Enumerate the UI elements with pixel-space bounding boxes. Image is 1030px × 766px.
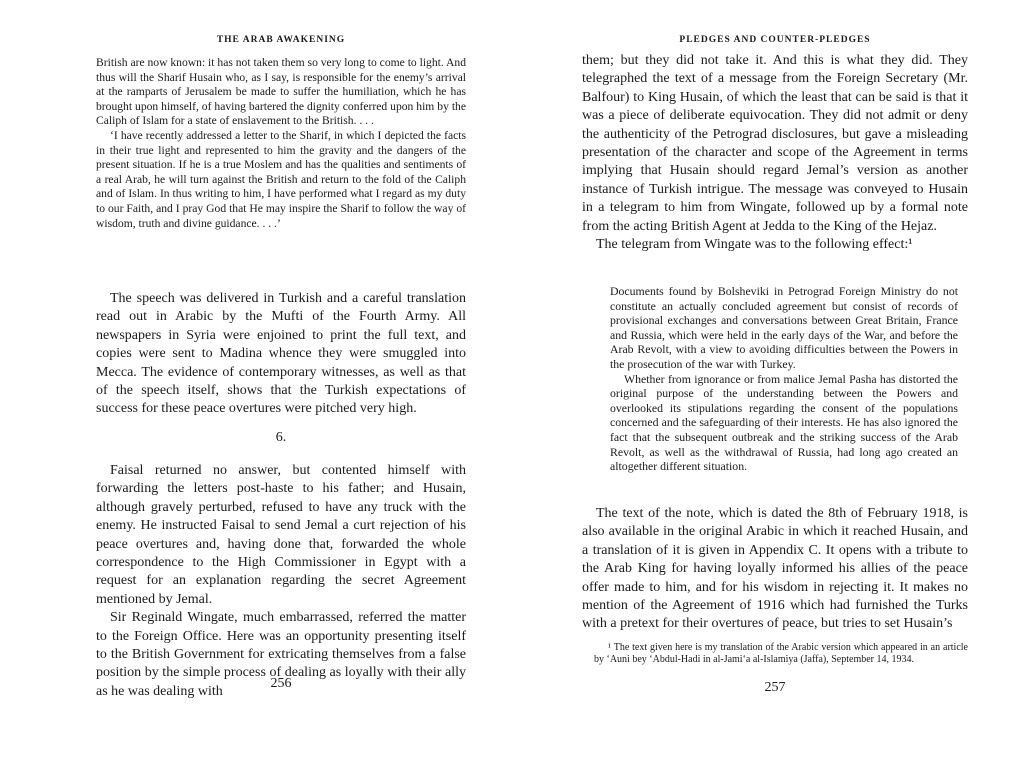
left-page — [96, 0, 466, 766]
right-quote-block — [582, 284, 968, 474]
right-quote-paragraph-2: Whether from ignorance or from malice Jemal Pasha has distorted the original purpose of the understanding between the Powers and overlooked its stipulations regarding the consent of the populations concerned and the safeguarding of their interests. He has also ignored the fact that the subsequent outbreak and the striking success of the Arab Revolt, as well as the withdrawal of Russia, had long ago created an altogether different situation. — [610, 371, 958, 474]
running-head-right: PLEDGES AND COUNTER-PLEDGES — [679, 35, 871, 45]
left-quote-block — [96, 56, 466, 231]
left-quote-paragraph-1: British are now known: it has not taken them so very long to come to light. And thus will the Sharif Husain who, as I say, is responsible for the enemy’s arrival at the ramparts of Jerusalem be made to suffer the humiliation, which he has brought upon himself, of having bartered the dignity conferred upon him by the Caliph of Islam for a state of enslavement to the British. . . . — [96, 56, 466, 128]
right-body-paragraph-3: The text of the note, which is dated the 8th of February 1918, is also available in the original Arabic in which it reached Husain, and a translation of it is given in Appendix C. It opens with a tribute to the Arab King for having loyally informed his allies of the peace offer made to him, and for his wisdom in rejecting it. It makes no mention of the Agreement of 1916 which had furnished the Turks with a pretext for their overtures of peace, but tries to set Husain’s — [582, 506, 968, 632]
right-page — [582, 0, 968, 766]
right-body-text-top — [582, 52, 968, 254]
left-body-paragraph-1: The speech was delivered in Turkish and a careful translation read out in Arabic by the Mufti of the Fourth Army. All newspapers in Syria were enjoined to print the full text, and copies were sent to Madina whence they were smuggled into Mecca. The evidence of contemporary witnesses, as well as that of the speech itself, shows that the Turkish expectations of success for these peace overtures were pitched very high. — [96, 291, 466, 417]
left-body-text — [96, 462, 466, 701]
footnote: ¹ The text given here is my translation of the Arabic version which appeared in an article by ‘Auni bey ‘Abdul-Hadi in al-Jami‘a al-Islamiya (Jaffa), September 14, 1934. — [594, 642, 968, 665]
left-quote-paragraph-2: ‘I have recently addressed a letter to the Sharif, in which I depicted the facts in their true light and represented to him the gravity and the dangers of the present situation. If he is a true Moslem and has the qualities and sentiments of a real Arab, he will turn against the British and return to the fold of the Caliph and of Islam. In thus writing to him, I have performed what I regard as my duty to our Faith, and I pray God that He may inspire the Sharif to follow the way of wisdom, truth and divine guidance. . . .’ — [96, 128, 466, 230]
right-body-paragraph-1: them; but they did not take it. And this is what they did. They telegraphed the text of a message from the Foreign Secretary (Mr. Balfour) to King Husain, of which the least that can be said is that it was a piece of deliberate equivocation. They did not admit or deny the authenticity of the Petrograd disclosures, but gave a misleading presentation of the character and scope of the Agreement in terms implying that Husain should regard Jemal’s version as another instance of Turkish intrigue. The message was conveyed to Husain in a telegram to him from Wingate, followed up by a formal note from the acting British Agent at Jedda to the King of the Hejaz. — [582, 53, 968, 234]
right-quote-paragraph-1: Documents found by Bolsheviki in Petrograd Foreign Ministry do not constitute an actually concluded agreement but consist of records of provisional exchanges and conversations between Great Britain, France and Russia, which were held in the early days of the War, and before the Arab Revolt, with a view to avoiding difficulties between the Powers in the prosecution of the war with Turkey. — [610, 284, 958, 371]
page-number-left: 256 — [270, 676, 292, 691]
running-head-left: THE ARAB AWAKENING — [216, 35, 346, 45]
left-body-paragraph-2: Faisal returned no answer, but contented himself with forwarding the letters post-haste to his father; and Husain, although gravely perturbed, refused to have any truck with the enemy. He instructed Faisal to send Jemal a curt rejection of his peace overtures and, having done that, forwarded the whole correspondence to the High Commissioner in Egypt with a request for an explanation regarding the secret Agreement mentioned by Jemal. — [96, 463, 466, 607]
section-number: 6. — [275, 430, 287, 445]
left-body-paragraph-3: Sir Reginald Wingate, much embarrassed, referred the matter to the Foreign Office. Here was an opportunity presenting itself to the British Government for extricating themselves from a false position by the simple process of dealing as loyally with their ally as he was dealing with — [96, 610, 466, 699]
page-number-right: 257 — [764, 680, 786, 695]
right-body-paragraph-2: The telegram from Wingate was to the following effect:¹ — [596, 237, 913, 253]
